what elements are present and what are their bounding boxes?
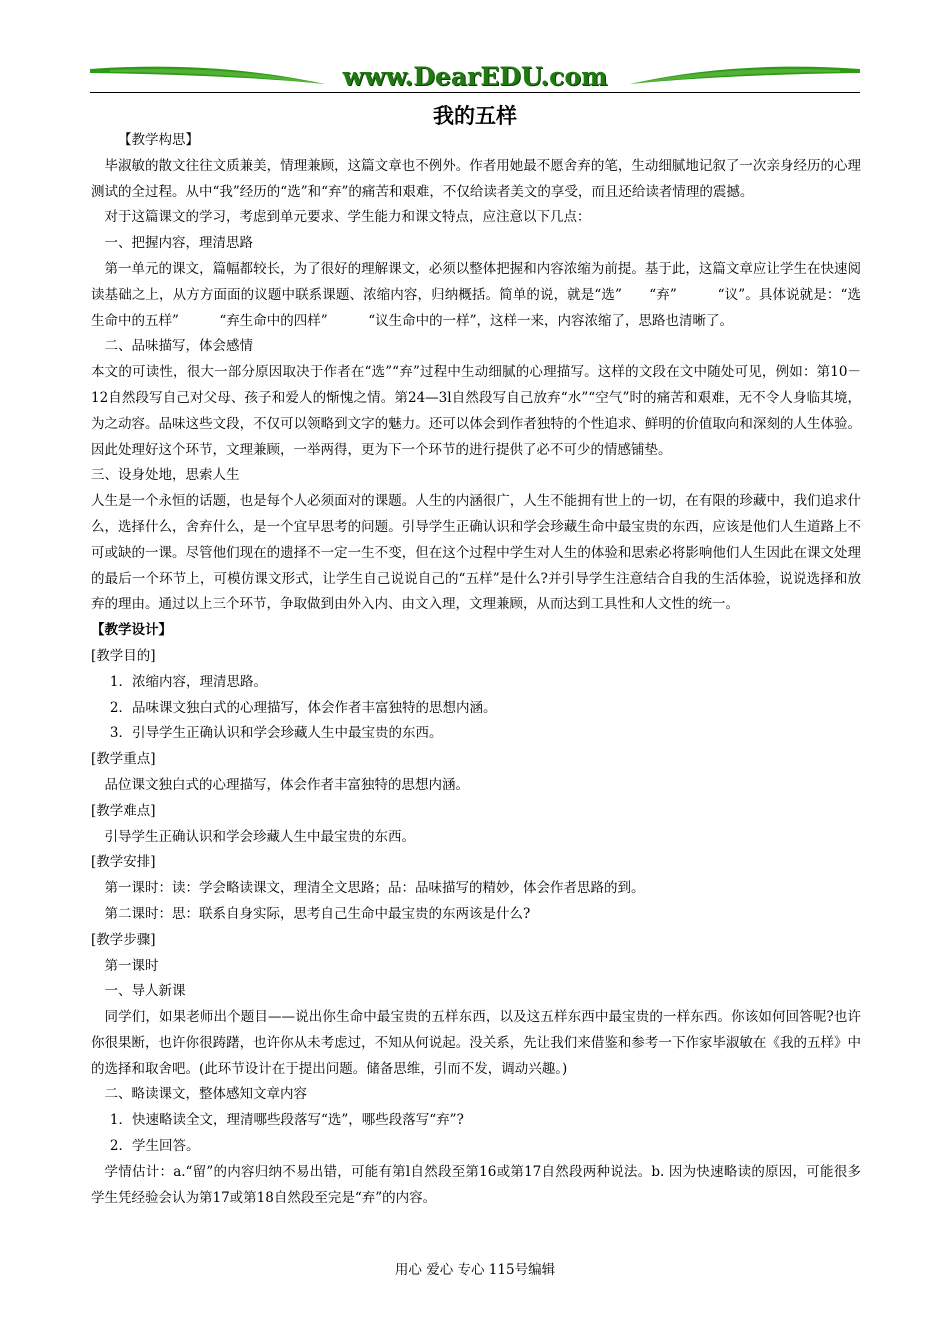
list-item: 1．快速略读全文，理清哪些段落写“选”，哪些段落写“弃”? <box>109 1112 464 1129</box>
bracket-heading: [教学目的] <box>91 647 156 664</box>
paragraph: 品位课文独白式的心理描写，体会作者丰富独特的思想内涵。 <box>104 776 469 793</box>
paragraph: 对于这篇课文的学习，考虑到单元要求、学生能力和课文特点，应注意以下几点： <box>104 209 591 226</box>
page-title: 我的五样 <box>433 103 517 128</box>
paragraph: 引导学生正确认识和学会珍藏人生中最宝贵的东西。 <box>104 828 415 845</box>
subheading: 二、品味描写，体会感情 <box>104 338 253 355</box>
bracket-heading: [教学重点] <box>91 751 156 768</box>
paragraph: 第二课时：思：联系自身实际，思考自己生命中最宝贵的东两该是什么? <box>104 905 531 922</box>
paragraph: 同学们，如果老师出个题目——说出你生命中最宝贵的五样东西，以及这五样东西中最宝贵的一样东西。你该如何回答呢?也许你很果断，也许你很踌躇，也许你从未考虑过，不知从何说起。没关系，先让我们来借鉴和参考一下作家毕淑敏在《我的五样》中的选择和取舍吧。(此环节设计在于提出问题。储备思维，引而不发，调动兴趣。) <box>91 1009 861 1077</box>
list-item: 2．品味课文独白式的心理描写，体会作者丰富独特的思想内涵。 <box>109 699 497 716</box>
paragraph: 第一单元的课文，篇幅都较长，为了很好的理解课文，必须以整体把握和内容浓缩为前提。基于此，这篇文章应让学生在快速阅读基础之上，从方方面面的议题中联系课题、浓缩内容，归纳概括。简单的说，就是“选” “弃” “议”。具体说就是：“选生命中的五样” “弃生命中的四样” “议生命中的一样”，这样一来，内容浓缩了，思路也清晰了。 <box>91 260 861 329</box>
paragraph: 本文的可读性，很大一部分原因取决于作者在“选”“弃”过程中生动细腻的心理描写。这样的文段在文中随处可见，例如：第10－12自然段写自己对父母、孩子和爱人的惭愧之情。第24—3l自然段写自己放弃“水”“空气”时的痛苦和艰难，无不令人身临其境，为之动容。品味这些文段，不仅可以领略到文字的魅力。还可以体会到作者独特的个性追求、鲜明的价值取向和深刻的人生体验。因此处理好这个环节，文理兼顾，一举两得，更为下一个环节的进行提供了必不可少的情感铺垫。 <box>91 364 861 458</box>
paragraph: 学情估计：a.“留”的内容归纳不易出错，可能有第l自然段至第16或第17自然段两种说法。b. 因为快速略读的原因，可能很多学生凭经验会认为第17或第18自然段至完是“弃”的内容。 <box>91 1163 861 1206</box>
site-header <box>90 60 860 94</box>
bracket-heading: [教学安排] <box>91 854 156 871</box>
bracket-heading: [教学难点] <box>91 802 156 819</box>
list-item: 1．浓缩内容，理清思路。 <box>109 673 267 690</box>
site-logo: www.DearEDU.com <box>342 62 608 91</box>
list-item: 3．引导学生正确认识和学会珍藏人生中最宝贵的东西。 <box>109 725 443 742</box>
paragraph: 人生是一个永恒的话题，也是每个人必须面对的课题。人生的内涵很广，人生不能拥有世上的一切，在有限的珍藏中，我们追求什么，选择什么，舍弃什么，是一个宜早思考的问题。引导学生正确认识和学会珍藏生命中最宝贵的东西，应该是他们人生道路上不可或缺的一课。尽管他们现在的遗择不一定一生不变，但在这个过程中学生对人生的体验和思索必将影响他们人生因此在课文处理的最后一个环节上，可模仿课文形式，让学生自己说说自己的“五样”是什么?并引导学生注意结合自我的生活体验，说说选择和放弃的理由。通过以上三个环节，争取做到由外入内、由文入理，文理兼顾，从而达到工具性和人文性的统一。 <box>91 493 861 613</box>
page-footer: 用心 爱心 专心 115号编辑 <box>394 1262 556 1278</box>
list-item: 2．学生回答。 <box>109 1138 200 1155</box>
subheading: 一、导人新课 <box>104 983 186 1000</box>
paragraph: 毕淑敏的散文往往文质兼美，情理兼顾，这篇文章也不例外。作者用她最不愿舍弃的笔，生动细腻地记叙了一次亲身经历的心理测试的全过程。从中“我”经历的“选”和“弃”的痛苦和艰难，不仅给读者美文的享受，而且还给读者情理的震撼。 <box>91 157 861 200</box>
section-heading-design: 【教学设计】 <box>91 622 172 639</box>
subheading: 一、把握内容，理清思路 <box>104 235 253 252</box>
header-rule <box>90 92 860 93</box>
paragraph: 第一课时：读：学会略读课文，理清全文思路；品：品味描写的精妙，体会作者思路的到。 <box>104 880 645 897</box>
subheading: 第一课时 <box>104 957 159 974</box>
document-body <box>91 128 861 1211</box>
subheading: 三、设身处地，思索人生 <box>91 467 240 484</box>
subheading: 二、略读课文，整体感知文章内容 <box>104 1086 307 1103</box>
section-heading-concept: 【教学构思】 <box>118 132 199 148</box>
bracket-heading: [教学步骤] <box>91 931 156 948</box>
